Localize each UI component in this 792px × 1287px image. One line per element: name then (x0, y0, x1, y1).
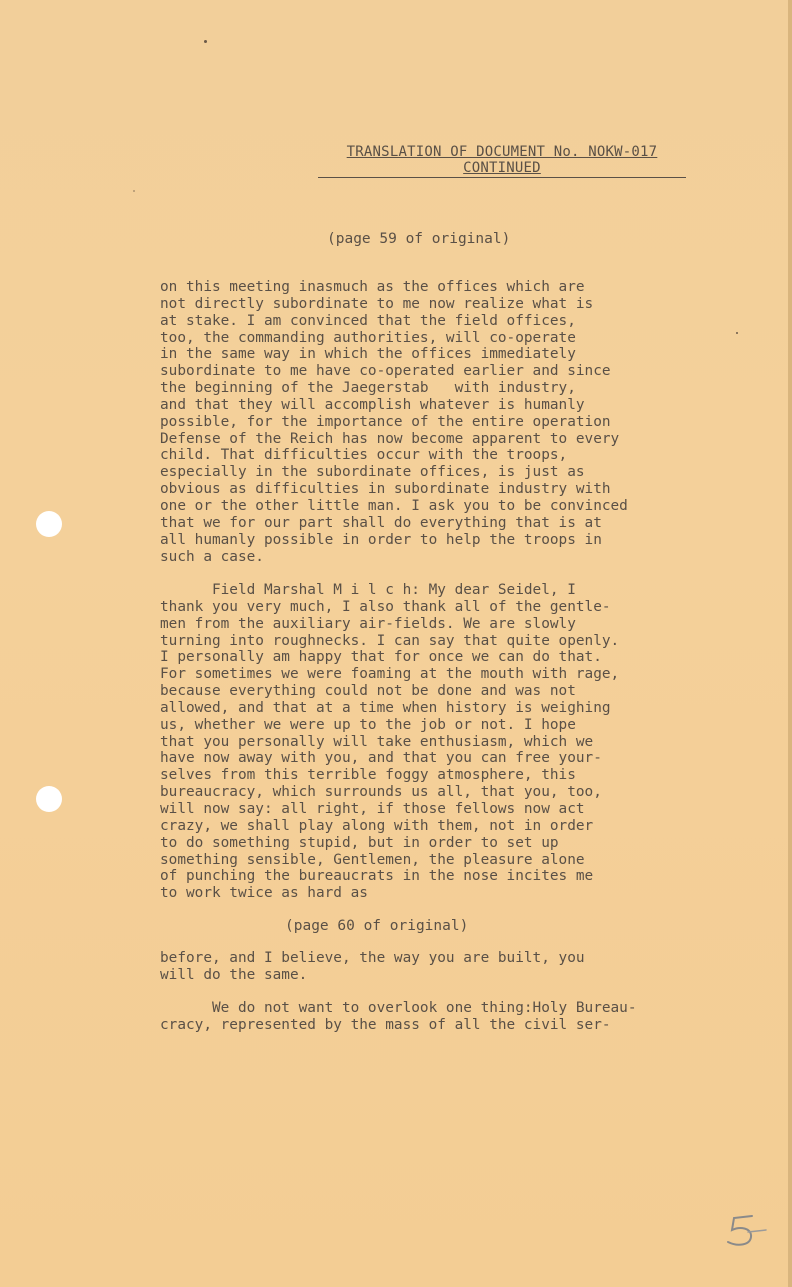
paper-speck (133, 190, 135, 192)
header-continued: CONTINUED (463, 160, 541, 176)
page-edge (788, 0, 792, 1287)
punch-hole-top (36, 511, 62, 537)
paper-speck (204, 40, 207, 43)
page-reference-top: (page 59 of original) (327, 231, 511, 247)
page-reference-bottom: (page 60 of original) (285, 918, 469, 934)
header-rule (318, 177, 686, 178)
paragraph-2: Field Marshal M i l c h: My dear Seidel, I thank you very much, I also thank all of the gentle- men from the auxiliary air-fields. We are slowly turning into roughnecks. I can say that quite openly. I personally am happy that for once we can do that. For sometimes we were foaming at the mouth with rage, because everything could not be done and was not allowed, and that at a time when history is weighing us, whether we were up to the job or not. I hope that you personally will take enthusiasm, which we have now away with you, and that you can free your- selves from this terrible foggy atmosphere, this bureaucracy, which surrounds us all, that you, too, will now say: all right, if those fellows now act crazy, we shall play along with them, not in order to do something stupid, but in order to set up something sensible, Gentlemen, the pleasure alone of punching the bureaucrats in the nose incites me to work twice as hard as (160, 582, 620, 902)
paragraph-3: before, and I believe, the way you are built, you will do the same. (160, 950, 585, 983)
document-header (318, 144, 686, 176)
paragraph-4: We do not want to overlook one thing:Holy Bureau- cracy, represented by the mass of all the civil ser- (160, 1000, 637, 1033)
handwritten-page-number (718, 1210, 770, 1250)
header-title: TRANSLATION OF DOCUMENT No. NOKW-017 (346, 144, 658, 160)
paper-speck (736, 332, 738, 334)
punch-hole-bottom (36, 786, 62, 812)
paragraph-1: on this meeting inasmuch as the offices which are not directly subordinate to me now realize what is at stake. I am convinced that the field offices, too, the commanding authorities, will co-operate in the same way in which the offices immediately subordinate to me have co-operated earlier and since the beginning of the Jaegerstab with industry, and that they will accomplish whatever is humanly possible, for the importance of the entire operation Defense of the Reich has now become apparent to every child. That difficulties occur with the troops, especially in the subordinate offices, is just as obvious as difficulties in subordinate industry with one or the other little man. I ask you to be convinced that we for our part shall do everything that is at all humanly possible in order to help the troops in such a case. (160, 279, 628, 565)
